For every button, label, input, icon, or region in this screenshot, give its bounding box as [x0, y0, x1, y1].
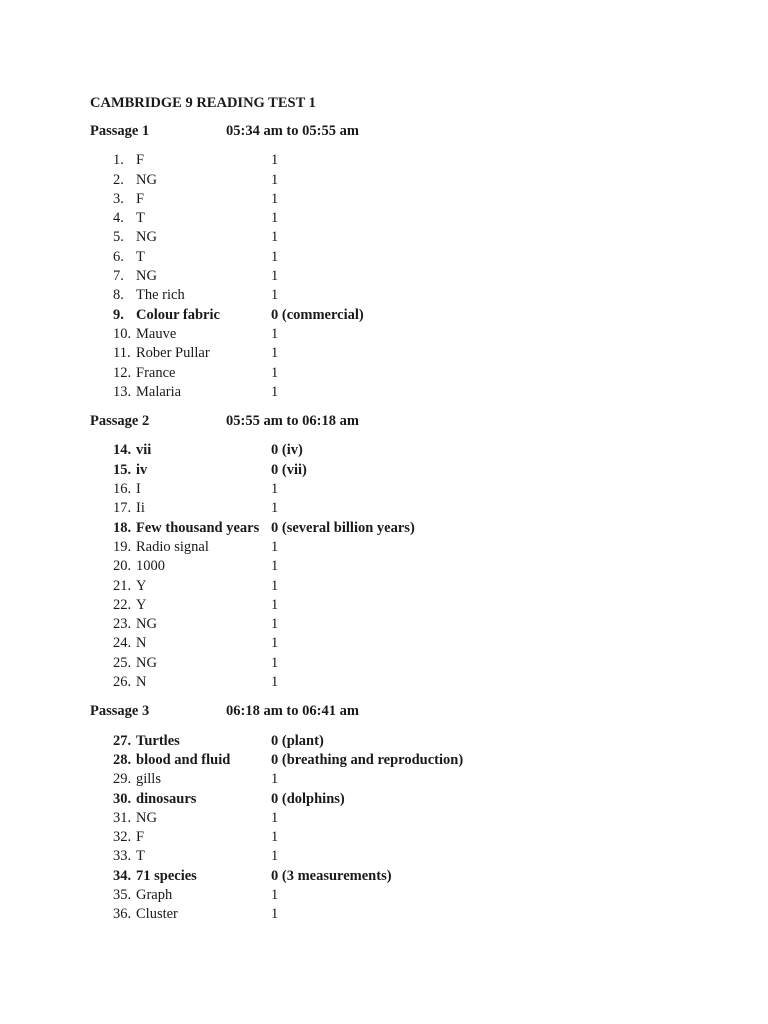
answer-score: 1 — [271, 190, 279, 207]
answer-row — [90, 654, 730, 673]
passage-section — [90, 412, 730, 692]
answer-score: 0 (breathing and reproduction) — [271, 751, 464, 768]
answer-score: 1 — [271, 906, 279, 923]
answer-row — [90, 190, 730, 209]
question-number: 10. — [113, 325, 132, 342]
question-number: 7. — [113, 268, 124, 285]
question-number: 26. — [113, 674, 132, 691]
answer-row — [90, 383, 730, 402]
answer-score: 1 — [271, 248, 279, 265]
passage-header — [90, 412, 730, 431]
answer-score: 1 — [271, 771, 279, 788]
answer-score: 1 — [271, 848, 279, 865]
question-number: 33. — [113, 848, 132, 865]
answer-score: 1 — [271, 500, 279, 517]
question-number: 21. — [113, 577, 132, 594]
answer-score: 0 (several billion years) — [271, 519, 415, 536]
answer-row — [90, 248, 730, 267]
answer-text: blood and fluid — [136, 751, 231, 768]
answer-row — [90, 228, 730, 247]
question-number: 15. — [113, 461, 132, 478]
answer-row — [90, 905, 730, 924]
passage-name: Passage 3 — [90, 703, 150, 720]
answer-row — [90, 267, 730, 286]
answer-score: 1 — [271, 345, 279, 362]
answer-score: 0 (dolphins) — [271, 790, 345, 807]
answer-text: 71 species — [136, 867, 197, 884]
answer-score: 1 — [271, 886, 279, 903]
answer-score: 1 — [271, 809, 279, 826]
answer-row — [90, 828, 730, 847]
answer-row — [90, 634, 730, 653]
question-number: 24. — [113, 635, 132, 652]
answer-text: I — [136, 481, 141, 498]
answer-text: NG — [136, 171, 157, 188]
answer-row — [90, 306, 730, 325]
passages-container — [90, 122, 730, 925]
answer-score: 1 — [271, 268, 279, 285]
answer-row — [90, 499, 730, 518]
answer-text: 1000 — [136, 558, 165, 575]
question-number: 1. — [113, 152, 124, 169]
answer-score: 0 (vii) — [271, 461, 307, 478]
answer-row — [90, 209, 730, 228]
passage-section — [90, 122, 730, 402]
answer-text: Few thousand years — [136, 519, 260, 536]
answer-score: 1 — [271, 616, 279, 633]
answer-row — [90, 171, 730, 190]
page-title: CAMBRIDGE 9 READING TEST 1 — [90, 95, 316, 111]
passage-name: Passage 1 — [90, 123, 150, 139]
answer-row — [90, 461, 730, 480]
answer-score: 1 — [271, 481, 279, 498]
answer-row — [90, 577, 730, 596]
answer-text: F — [136, 190, 145, 207]
question-number: 18. — [113, 519, 132, 536]
answer-row — [90, 615, 730, 634]
answer-text: iv — [136, 461, 148, 478]
answer-row — [90, 673, 730, 692]
answer-text: F — [136, 829, 145, 846]
answer-score: 1 — [271, 325, 279, 342]
passage-time-range: 05:55 am to 06:18 am — [226, 413, 359, 430]
answer-text: The rich — [136, 287, 185, 304]
question-number: 36. — [113, 906, 132, 923]
answer-score: 1 — [271, 596, 279, 613]
answer-row — [90, 596, 730, 615]
answer-score: 0 (3 measurements) — [271, 867, 392, 884]
answer-score: 1 — [271, 654, 279, 671]
answer-text: Rober Pullar — [136, 345, 210, 362]
document-page — [90, 93, 730, 935]
answer-score: 1 — [271, 538, 279, 555]
passage-time-range: 06:18 am to 06:41 am — [226, 703, 359, 720]
answer-text: NG — [136, 809, 157, 826]
answer-text: N — [136, 635, 147, 652]
answer-score: 1 — [271, 577, 279, 594]
answer-score: 1 — [271, 635, 279, 652]
answer-row — [90, 286, 730, 305]
answer-text: Turtles — [136, 732, 180, 749]
answer-text: NG — [136, 654, 157, 671]
answer-row — [90, 790, 730, 809]
question-number: 34. — [113, 867, 132, 884]
answer-row — [90, 364, 730, 383]
answer-score: 1 — [271, 287, 279, 304]
question-number: 31. — [113, 809, 132, 826]
passage-section — [90, 702, 730, 924]
answer-text: T — [136, 210, 145, 227]
question-number: 9. — [113, 306, 124, 323]
answer-text: Y — [136, 577, 147, 594]
passage-time-range: 05:34 am to 05:55 am — [226, 123, 359, 139]
answer-row — [90, 867, 730, 886]
passage-name: Passage 2 — [90, 413, 150, 430]
passage-header — [90, 702, 730, 721]
question-number: 8. — [113, 287, 124, 304]
answer-row — [90, 325, 730, 344]
answer-row — [90, 732, 730, 751]
question-number: 19. — [113, 538, 132, 555]
question-number: 22. — [113, 596, 132, 613]
answer-row — [90, 770, 730, 789]
answer-score: 0 (commercial) — [271, 306, 364, 323]
answer-text: Graph — [136, 886, 173, 903]
answer-text: F — [136, 152, 145, 169]
answer-row — [90, 847, 730, 866]
question-number: 4. — [113, 210, 124, 227]
answer-row — [90, 809, 730, 828]
answer-text: Ii — [136, 500, 145, 517]
question-number: 12. — [113, 364, 132, 381]
answer-text: T — [136, 848, 145, 865]
question-number: 2. — [113, 171, 124, 188]
question-number: 14. — [113, 442, 132, 459]
question-number: 32. — [113, 829, 132, 846]
answer-text: Malaria — [136, 383, 182, 400]
answer-text: Mauve — [136, 325, 177, 342]
answer-text: dinosaurs — [136, 790, 197, 807]
answer-row — [90, 480, 730, 499]
question-number: 11. — [113, 345, 131, 362]
answer-text: Radio signal — [136, 538, 209, 555]
question-number: 27. — [113, 732, 132, 749]
answer-text: gills — [136, 771, 161, 788]
question-number: 20. — [113, 558, 132, 575]
answer-text: France — [136, 364, 176, 381]
answer-score: 0 (plant) — [271, 732, 324, 749]
answer-score: 1 — [271, 364, 279, 381]
answer-score: 1 — [271, 229, 279, 246]
answer-score: 1 — [271, 210, 279, 227]
question-number: 6. — [113, 248, 124, 265]
answer-row — [90, 519, 730, 538]
answer-text: NG — [136, 229, 157, 246]
question-number: 28. — [113, 751, 132, 768]
answer-score: 0 (iv) — [271, 442, 303, 459]
passage-header — [90, 122, 730, 141]
answer-text: Y — [136, 596, 147, 613]
answer-score: 1 — [271, 152, 279, 169]
question-number: 30. — [113, 790, 132, 807]
question-number: 13. — [113, 383, 132, 400]
question-number: 23. — [113, 616, 132, 633]
answer-row — [90, 344, 730, 363]
answer-row — [90, 557, 730, 576]
question-number: 35. — [113, 886, 132, 903]
question-number: 29. — [113, 771, 132, 788]
question-number: 25. — [113, 654, 132, 671]
question-number: 17. — [113, 500, 132, 517]
answer-score: 1 — [271, 171, 279, 188]
question-number: 5. — [113, 229, 124, 246]
answer-text: NG — [136, 268, 157, 285]
answer-score: 1 — [271, 829, 279, 846]
answer-row — [90, 538, 730, 557]
answer-score: 1 — [271, 674, 279, 691]
answer-row — [90, 751, 730, 770]
answer-text: vii — [136, 442, 152, 459]
question-number: 3. — [113, 190, 124, 207]
answer-score: 1 — [271, 383, 279, 400]
answer-row — [90, 441, 730, 460]
answer-text: NG — [136, 616, 157, 633]
answer-text: N — [136, 674, 147, 691]
answer-text: T — [136, 248, 145, 265]
answer-text: Cluster — [136, 906, 178, 923]
answer-text: Colour fabric — [136, 306, 220, 323]
answer-row — [90, 151, 730, 170]
answer-score: 1 — [271, 558, 279, 575]
question-number: 16. — [113, 481, 132, 498]
answer-row — [90, 886, 730, 905]
